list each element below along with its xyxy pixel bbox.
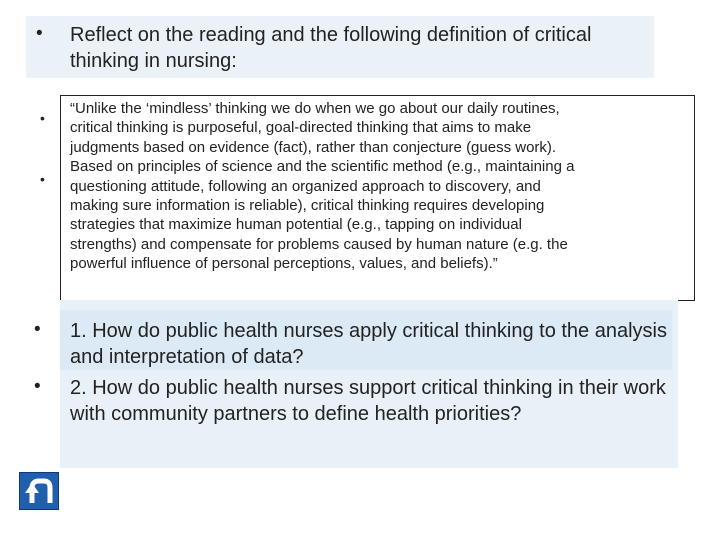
return-button[interactable]	[19, 472, 59, 510]
quote-line: questioning attitude, following an organized approach to discovery, and	[70, 177, 541, 195]
question-bullet-1: •	[34, 319, 41, 340]
quote-bullet-2: •	[40, 171, 45, 187]
quote-line: Based on principles of science and the scientific method (e.g., maintaining a	[70, 158, 575, 176]
quote-line: making sure information is reliable), critical thinking requires developing	[70, 197, 545, 215]
quote-line: powerful influence of personal perceptions, values, and beliefs).”	[70, 255, 498, 273]
quote-line: strengths) and compensate for problems caused by human nature (e.g. the	[70, 235, 568, 253]
question-bullet-2: •	[34, 376, 41, 397]
definition-quote	[70, 99, 690, 274]
question-2: 2. How do public health nurses support critical thinking in their work with community partners to define health priorities?	[70, 377, 666, 425]
quote-line: judgments based on evidence (fact), rather than conjecture (guess work).	[70, 138, 557, 156]
quote-line: “Unlike the ‘mindless’ thinking we do when we go about our daily routines,	[70, 100, 560, 117]
question-1: 1. How do public health nurses apply critical thinking to the analysis and interpretation of data?	[70, 320, 667, 368]
quote-line: critical thinking is purposeful, goal-directed thinking that aims to make	[70, 119, 532, 137]
intro-bullet: •	[36, 23, 43, 44]
return-arrow-icon	[20, 473, 58, 509]
intro-text: Reflect on the reading and the following definition of critical thinking in nursing:	[70, 24, 592, 72]
quote-bullet-1: •	[40, 110, 45, 126]
quote-line: strategies that maximize human potential (e.g., tapping on individual	[70, 216, 522, 234]
